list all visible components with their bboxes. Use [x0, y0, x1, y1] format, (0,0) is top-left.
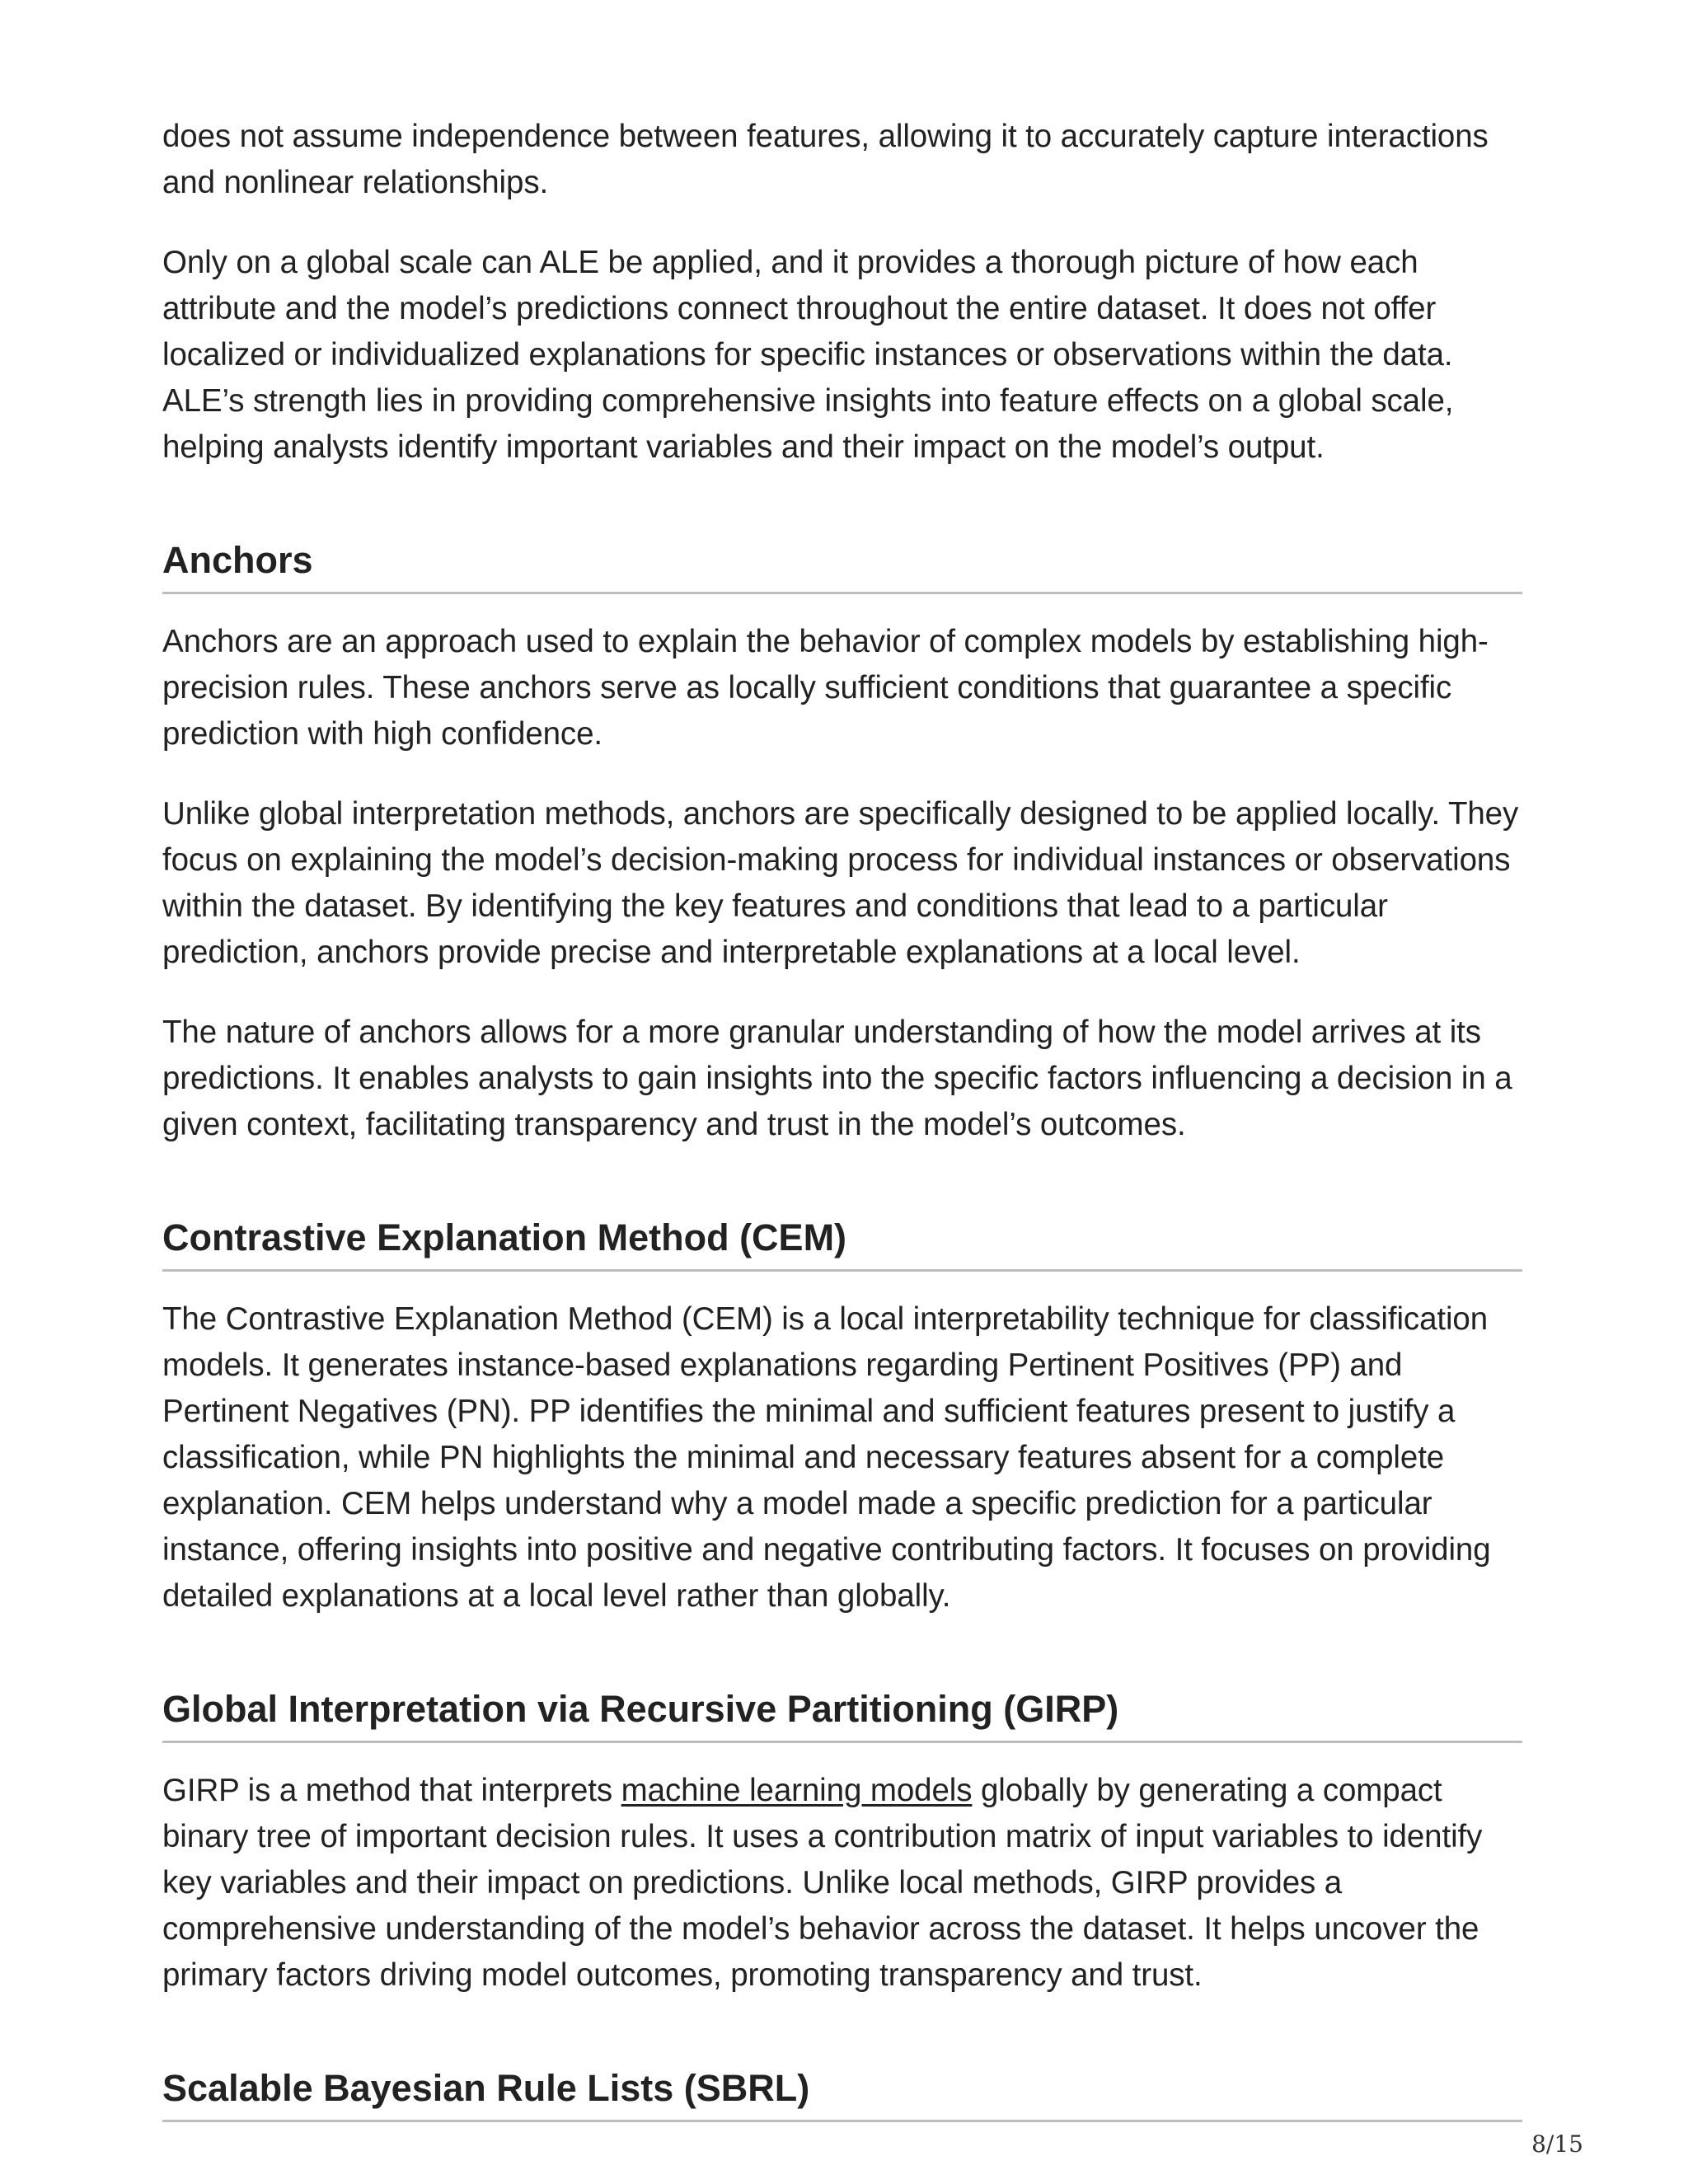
paragraph-anchors-1: Anchors are an approach used to explain the behavior of complex models by establishing high-precision rules. These anchors serve as locally sufficient conditions that guarantee a specific prediction with high confidence. — [162, 624, 1489, 752]
article-body — [162, 114, 1522, 2122]
machine-learning-models-link[interactable]: machine learning models — [621, 1773, 973, 1808]
paragraph-girp-1 — [162, 1768, 1522, 1999]
girp-text-before-link: GIRP is a method that interprets — [162, 1773, 621, 1808]
heading-sbrl: Scalable Bayesian Rule Lists (SBRL) — [162, 2065, 1522, 2122]
paragraph-ale-intro: does not assume independence between features, allowing it to accurately capture interactions and nonlinear relationships. — [162, 119, 1489, 200]
paragraph-anchors-3: The nature of anchors allows for a more granular understanding of how the model arrives at its predictions. It enables analysts to gain insights into the specific factors influencing a decision in a given context, facilitating transparency and trust in the model’s outcomes. — [162, 1015, 1512, 1142]
heading-girp: Global Interpretation via Recursive Partitioning (GIRP) — [162, 1686, 1522, 1743]
page-number: 8/15 — [1531, 2130, 1583, 2158]
paragraph-anchors-2: Unlike global interpretation methods, anchors are specifically designed to be applied locally. They focus on explaining the model’s decision-making process for individual instances or observations within the dataset. By identifying the key features and conditions that lead to a particular prediction, anchors provide precise and interpretable explanations at a local level. — [162, 796, 1519, 970]
girp-text-after-link: globally by generating a compact binary tree of important decision rules. It uses a contribution matrix of input variables to identify key variables and their impact on predictions. Unlike local methods, GIRP provides a comprehensive understanding of the model’s behavior across the dataset. It helps uncover the primary factors driving model outcomes, promoting transparency and trust. — [162, 1773, 1483, 1993]
paragraph-cem-1: The Contrastive Explanation Method (CEM) is a local interpretability technique for classification models. It generates instance-based explanations regarding Pertinent Positives (PP) and Pertinent Negatives (PN). PP identifies the minimal and sufficient features present to justify a classification, while PN highlights the minimal and necessary features absent for a complete explanation. CEM helps understand why a model made a specific prediction for a particular instance, offering insights into positive and negative contributing factors. It focuses on providing detailed explanations at a local level rather than globally. — [162, 1301, 1491, 1614]
paragraph-ale-global: Only on a global scale can ALE be applied, and it provides a thorough picture of how each attribute and the model’s predictions connect throughout the entire dataset. It does not offer localized or individualized explanations for specific instances or observations within the data. ALE’s strength lies in providing comprehensive insights into feature effects on a global scale, helping analysts identify important variables and their impact on the model’s output. — [162, 245, 1454, 465]
heading-cem: Contrastive Explanation Method (CEM) — [162, 1215, 1522, 1272]
heading-anchors: Anchors — [162, 537, 1522, 594]
